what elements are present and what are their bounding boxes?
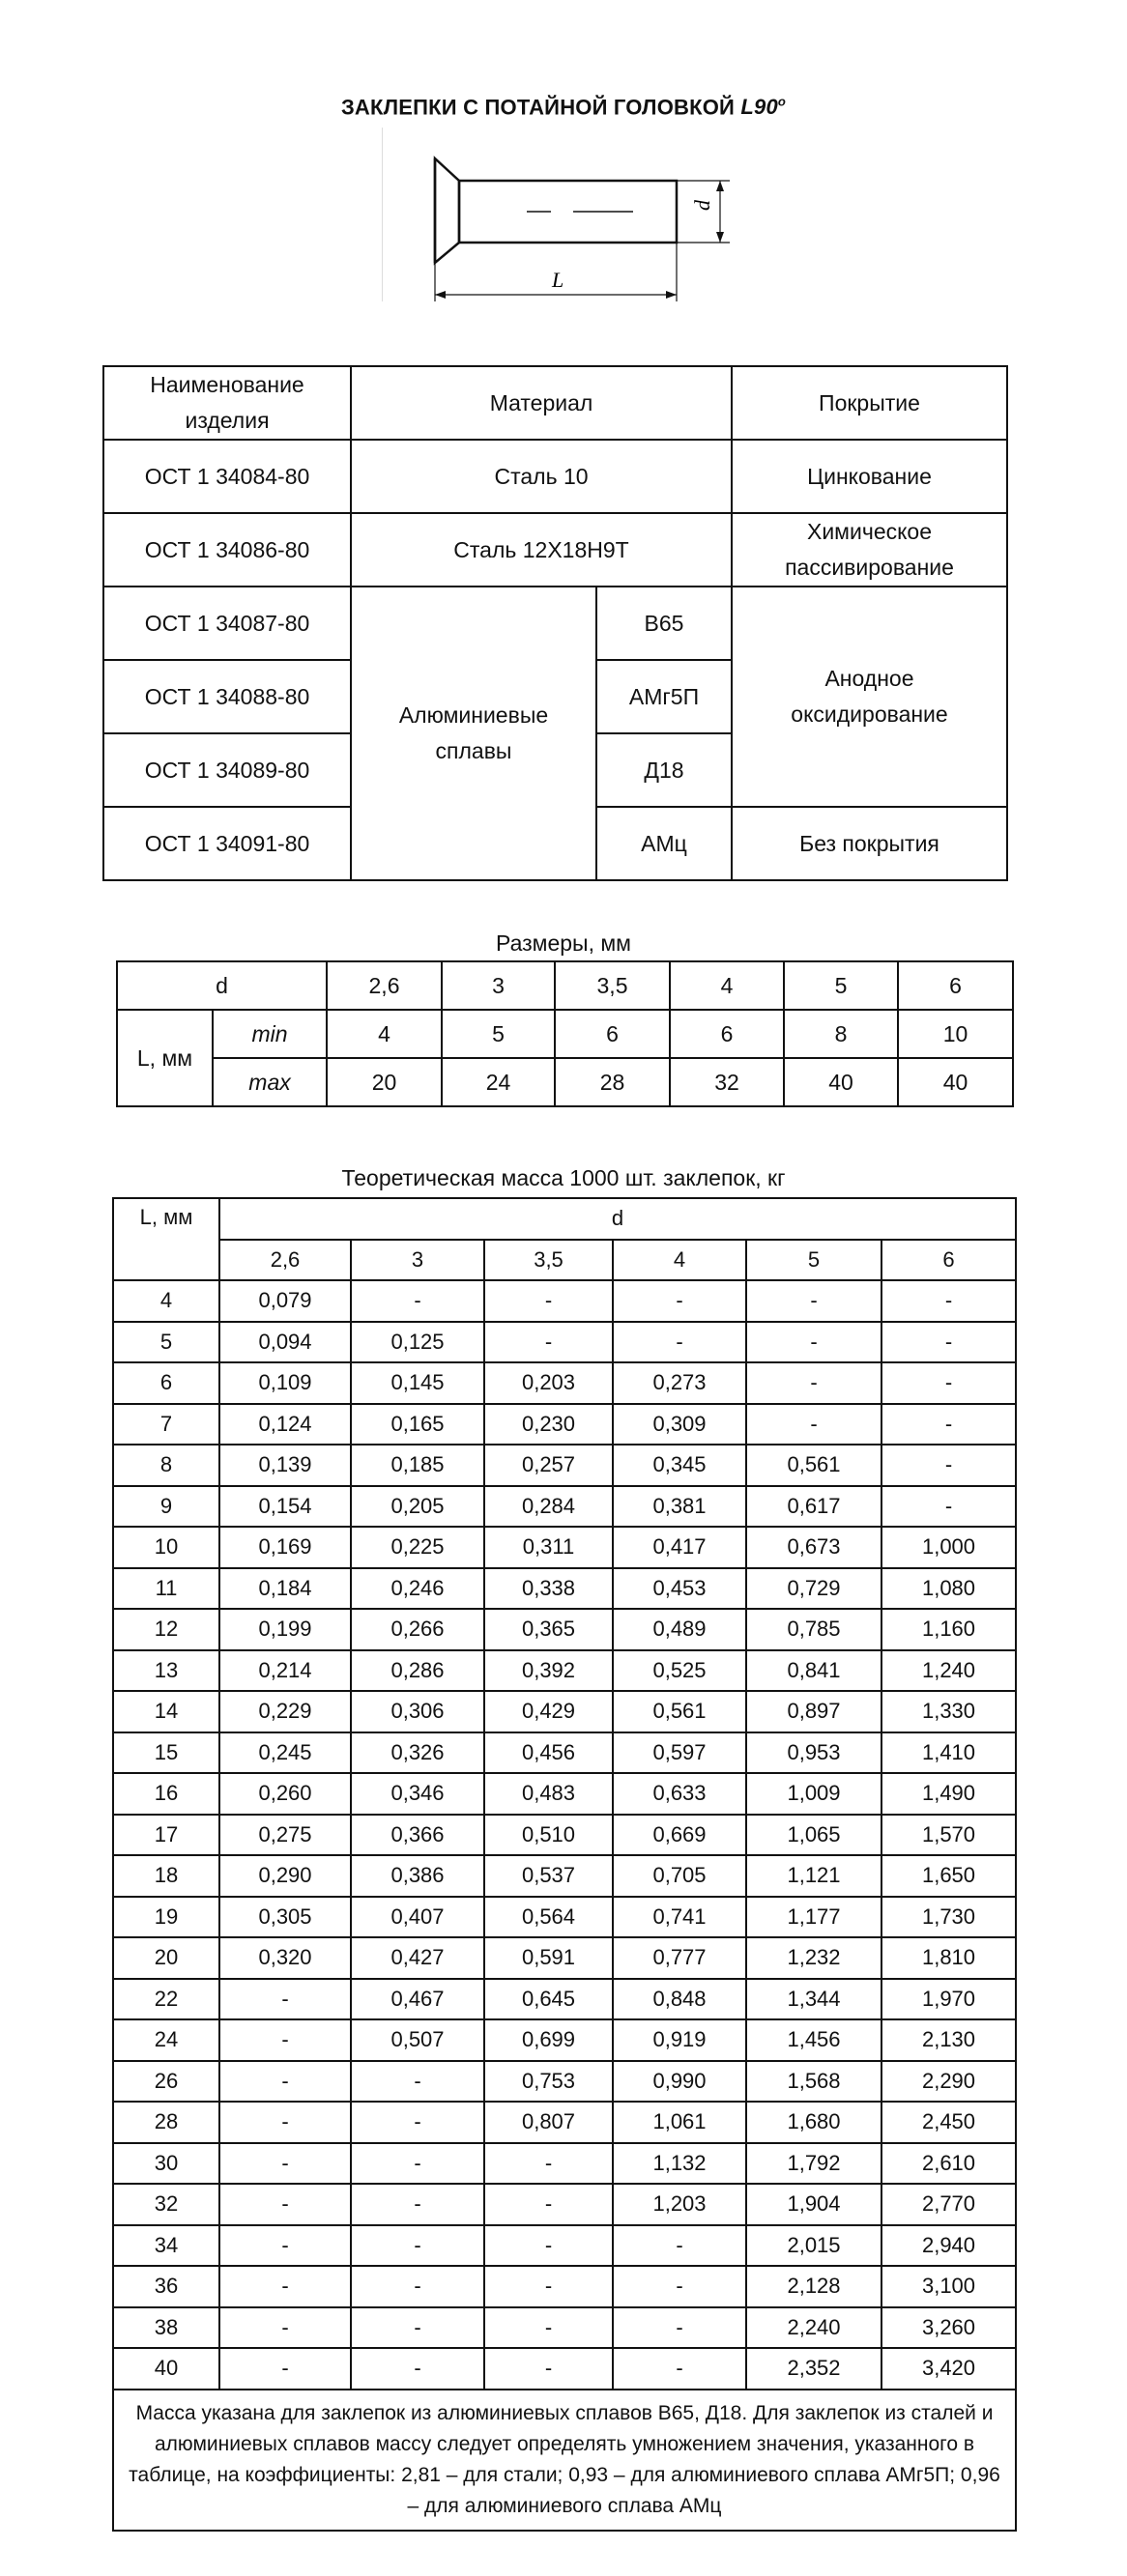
- mass-cell: -: [219, 2348, 351, 2390]
- cell: 4: [327, 1010, 442, 1058]
- cell: 8: [784, 1010, 898, 1058]
- mass-cell: 1,330: [881, 1691, 1016, 1732]
- cell: Сталь 12Х18Н9Т: [351, 513, 732, 587]
- cell: L, мм: [113, 1198, 219, 1280]
- mass-cell: 0,489: [613, 1609, 746, 1650]
- mass-cell: 0,507: [351, 2019, 484, 2061]
- mass-cell: 0,467: [351, 1979, 484, 2020]
- mass-cell: 1,344: [746, 1979, 881, 2020]
- mass-cell: 0,753: [484, 2061, 613, 2103]
- mass-cell: -: [881, 1280, 1016, 1322]
- mass-cell: 0,311: [484, 1527, 613, 1568]
- mass-cell: -: [219, 2184, 351, 2225]
- mass-cell: 0,365: [484, 1609, 613, 1650]
- table-row: [113, 1609, 1016, 1650]
- cell: 10: [898, 1010, 1013, 1058]
- mass-cell: 0,273: [613, 1362, 746, 1404]
- mass-cell: 0,326: [351, 1732, 484, 1774]
- mass-cell: 1,065: [746, 1815, 881, 1856]
- mass-cell: 0,392: [484, 1650, 613, 1692]
- header-coating: Покрытие: [732, 366, 1007, 440]
- header-material: Материал: [351, 366, 732, 440]
- mass-cell: 0,510: [484, 1815, 613, 1856]
- table-row: [113, 1198, 1016, 1240]
- cell: Цинкование: [732, 440, 1007, 513]
- table-row: [113, 1773, 1016, 1815]
- table-row: [103, 513, 1007, 587]
- mass-cell: 0,597: [613, 1732, 746, 1774]
- table-row: [113, 1732, 1016, 1774]
- cell: 3: [351, 1240, 484, 1281]
- mass-cell: 1,160: [881, 1609, 1016, 1650]
- mass-cell: 0,094: [219, 1322, 351, 1363]
- mass-cell: 0,777: [613, 1937, 746, 1979]
- mass-cell: 0,537: [484, 1855, 613, 1897]
- mass-cell: -: [746, 1280, 881, 1322]
- mass-cell: 0,079: [219, 1280, 351, 1322]
- table-row: [113, 2390, 1016, 2531]
- mass-cell: 0,525: [613, 1650, 746, 1692]
- cell: 6: [898, 961, 1013, 1010]
- mass-cell: -: [351, 2102, 484, 2143]
- cell: Без покрытия: [732, 807, 1007, 880]
- length-cell: 8: [113, 1445, 219, 1486]
- cell: 4: [613, 1240, 746, 1281]
- cell: 5: [442, 1010, 555, 1058]
- mass-cell: -: [351, 1280, 484, 1322]
- mass-cell: 0,185: [351, 1445, 484, 1486]
- mass-cell: 0,346: [351, 1773, 484, 1815]
- mass-cell: -: [219, 2019, 351, 2061]
- cell: 3,5: [555, 961, 670, 1010]
- mass-cell: 0,284: [484, 1486, 613, 1528]
- mass-cell: 0,338: [484, 1568, 613, 1610]
- mass-cell: 0,225: [351, 1527, 484, 1568]
- mass-cell: 1,410: [881, 1732, 1016, 1774]
- table-row: [113, 1568, 1016, 1610]
- mass-cell: 0,320: [219, 1937, 351, 1979]
- mass-cell: 0,645: [484, 1979, 613, 2020]
- mass-cell: -: [351, 2061, 484, 2103]
- mass-cell: 2,352: [746, 2348, 881, 2390]
- length-cell: 16: [113, 1773, 219, 1815]
- table-row: [117, 961, 1013, 1010]
- mass-cell: -: [613, 2348, 746, 2390]
- mass-cell: 0,561: [746, 1445, 881, 1486]
- mass-cell: 0,848: [613, 1979, 746, 2020]
- mass-cell: 0,309: [613, 1404, 746, 1445]
- mass-cell: -: [219, 2061, 351, 2103]
- mass-cell: 1,810: [881, 1937, 1016, 1979]
- mass-cell: -: [351, 2184, 484, 2225]
- mass-cell: -: [219, 2307, 351, 2349]
- mass-cell: 0,124: [219, 1404, 351, 1445]
- cell: d: [117, 961, 327, 1010]
- mass-cell: -: [881, 1322, 1016, 1363]
- mass-cell: -: [484, 2266, 613, 2307]
- mass-cell: 0,429: [484, 1691, 613, 1732]
- table-row: [117, 1010, 1013, 1058]
- mass-cell: 2,015: [746, 2225, 881, 2267]
- mass-cell: 0,205: [351, 1486, 484, 1528]
- cell: ОСТ 1 34086-80: [103, 513, 351, 587]
- cell: max: [213, 1058, 327, 1106]
- length-cell: 38: [113, 2307, 219, 2349]
- table-row: [113, 1322, 1016, 1363]
- table-row: [103, 440, 1007, 513]
- length-cell: 13: [113, 1650, 219, 1692]
- length-cell: 32: [113, 2184, 219, 2225]
- length-label: L: [552, 268, 564, 292]
- mass-cell: 2,240: [746, 2307, 881, 2349]
- cell: Алюминиевые сплавы: [351, 587, 596, 880]
- table-row: [103, 366, 1007, 440]
- mass-cell: 0,456: [484, 1732, 613, 1774]
- table-row: [113, 1815, 1016, 1856]
- mass-cell: 1,240: [881, 1650, 1016, 1692]
- mass-cell: 2,130: [881, 2019, 1016, 2061]
- table-row: [113, 1979, 1016, 2020]
- cell: 4: [670, 961, 784, 1010]
- length-cell: 15: [113, 1732, 219, 1774]
- mass-cell: -: [484, 1280, 613, 1322]
- length-cell: 9: [113, 1486, 219, 1528]
- mass-cell: 1,570: [881, 1815, 1016, 1856]
- mass-cell: 0,145: [351, 1362, 484, 1404]
- mass-cell: 0,169: [219, 1527, 351, 1568]
- length-cell: 30: [113, 2143, 219, 2185]
- length-cell: 6: [113, 1362, 219, 1404]
- mass-cell: -: [613, 1322, 746, 1363]
- mass-cell: 2,770: [881, 2184, 1016, 2225]
- mass-cell: 3,420: [881, 2348, 1016, 2390]
- mass-cell: 0,257: [484, 1445, 613, 1486]
- mass-cell: 0,275: [219, 1815, 351, 1856]
- table-row: [113, 2184, 1016, 2225]
- mass-cell: 1,000: [881, 1527, 1016, 1568]
- table-row: [113, 2143, 1016, 2185]
- table-row: [113, 1855, 1016, 1897]
- table-row: [113, 2019, 1016, 2061]
- mass-cell: -: [219, 2102, 351, 2143]
- mass-cell: 0,139: [219, 1445, 351, 1486]
- mass-cell: -: [881, 1362, 1016, 1404]
- mass-cell: 0,729: [746, 1568, 881, 1610]
- length-cell: 17: [113, 1815, 219, 1856]
- mass-cell: 0,897: [746, 1691, 881, 1732]
- mass-cell: 0,673: [746, 1527, 881, 1568]
- mass-cell: 0,184: [219, 1568, 351, 1610]
- mass-cell: 0,386: [351, 1855, 484, 1897]
- mass-cell: 1,680: [746, 2102, 881, 2143]
- cell: 6: [881, 1240, 1016, 1281]
- length-cell: 24: [113, 2019, 219, 2061]
- table-row: [117, 1058, 1013, 1106]
- mass-cell: 0,617: [746, 1486, 881, 1528]
- mass-cell: -: [484, 2225, 613, 2267]
- length-cell: 5: [113, 1322, 219, 1363]
- cell: d: [219, 1198, 1016, 1240]
- mass-cell: 3,100: [881, 2266, 1016, 2307]
- length-cell: 36: [113, 2266, 219, 2307]
- cell: АМц: [596, 807, 732, 880]
- cell: 28: [555, 1058, 670, 1106]
- mass-cell: 0,286: [351, 1650, 484, 1692]
- rivet-drawing: [382, 128, 749, 311]
- mass-cell: 0,154: [219, 1486, 351, 1528]
- table-row: [113, 1937, 1016, 1979]
- mass-cell: -: [351, 2266, 484, 2307]
- length-cell: 10: [113, 1527, 219, 1568]
- cell: ОСТ 1 34084-80: [103, 440, 351, 513]
- mass-cell: 2,290: [881, 2061, 1016, 2103]
- mass-cell: 1,061: [613, 2102, 746, 2143]
- length-cell: 26: [113, 2061, 219, 2103]
- mass-cell: 2,940: [881, 2225, 1016, 2267]
- mass-cell: 0,427: [351, 1937, 484, 1979]
- cell: Химическое пассивирование: [732, 513, 1007, 587]
- table-row: [113, 1362, 1016, 1404]
- length-cell: 28: [113, 2102, 219, 2143]
- mass-cell: 0,741: [613, 1897, 746, 1938]
- mass-cell: 0,417: [613, 1527, 746, 1568]
- length-cell: 11: [113, 1568, 219, 1610]
- table-row: [113, 2266, 1016, 2307]
- mass-cell: 0,125: [351, 1322, 484, 1363]
- table-row: [113, 2102, 1016, 2143]
- mass-cell: 1,650: [881, 1855, 1016, 1897]
- cell: 2,6: [219, 1240, 351, 1281]
- mass-cell: 1,490: [881, 1773, 1016, 1815]
- cell: 6: [670, 1010, 784, 1058]
- cell: 40: [898, 1058, 1013, 1106]
- diameter-label: d: [690, 200, 714, 211]
- sizes-caption: Размеры, мм: [496, 930, 631, 956]
- mass-cell: 0,203: [484, 1362, 613, 1404]
- cell: 5: [746, 1240, 881, 1281]
- mass-cell: 0,919: [613, 2019, 746, 2061]
- mass-cell: -: [219, 2266, 351, 2307]
- mass-cell: -: [484, 2307, 613, 2349]
- length-cell: 18: [113, 1855, 219, 1897]
- cell: 5: [784, 961, 898, 1010]
- mass-cell: 0,785: [746, 1609, 881, 1650]
- table-row: [113, 1486, 1016, 1528]
- mass-cell: 0,407: [351, 1897, 484, 1938]
- mass-cell: 0,260: [219, 1773, 351, 1815]
- cell: Анодное оксидирование: [732, 587, 1007, 807]
- mass-cell: 0,807: [484, 2102, 613, 2143]
- mass-cell: 1,177: [746, 1897, 881, 1938]
- mass-cell: 0,591: [484, 1937, 613, 1979]
- materials-table: [102, 365, 1008, 881]
- mass-cell: 0,483: [484, 1773, 613, 1815]
- mass-cell: -: [746, 1322, 881, 1363]
- mass-cell: -: [484, 1322, 613, 1363]
- mass-cell: 1,121: [746, 1855, 881, 1897]
- mass-cell: 1,456: [746, 2019, 881, 2061]
- mass-cell: 1,730: [881, 1897, 1016, 1938]
- length-cell: 20: [113, 1937, 219, 1979]
- mass-cell: -: [351, 2348, 484, 2390]
- header-product: Наименование изделия: [103, 366, 351, 440]
- mass-cell: 0,953: [746, 1732, 881, 1774]
- mass-cell: 0,109: [219, 1362, 351, 1404]
- mass-cell: -: [746, 1362, 881, 1404]
- mass-cell: -: [219, 2143, 351, 2185]
- mass-cell: 0,306: [351, 1691, 484, 1732]
- page-title: ЗАКЛЕПКИ С ПОТАЙНОЙ ГОЛОВКОЙ $L90^о$: [340, 95, 787, 120]
- cell: Д18: [596, 733, 732, 807]
- length-cell: 22: [113, 1979, 219, 2020]
- mass-cell: 0,214: [219, 1650, 351, 1692]
- mass-cell: 0,290: [219, 1855, 351, 1897]
- cell: 6: [555, 1010, 670, 1058]
- mass-cell: 0,381: [613, 1486, 746, 1528]
- cell: ОСТ 1 34087-80: [103, 587, 351, 660]
- table-row: [113, 1240, 1016, 1281]
- mass-table: [112, 1197, 1017, 2532]
- cell: L, мм: [117, 1010, 213, 1106]
- table-row: [113, 2348, 1016, 2390]
- mass-cell: 0,165: [351, 1404, 484, 1445]
- mass-cell: 2,128: [746, 2266, 881, 2307]
- mass-cell: 0,564: [484, 1897, 613, 1938]
- mass-cell: 0,669: [613, 1815, 746, 1856]
- mass-cell: 0,305: [219, 1897, 351, 1938]
- mass-cell: -: [351, 2143, 484, 2185]
- length-cell: 19: [113, 1897, 219, 1938]
- cell: 2,6: [327, 961, 442, 1010]
- mass-cell: 0,245: [219, 1732, 351, 1774]
- mass-cell: -: [746, 1404, 881, 1445]
- length-cell: 12: [113, 1609, 219, 1650]
- mass-cell: 0,246: [351, 1568, 484, 1610]
- cell: 3,5: [484, 1240, 613, 1281]
- table-row: [113, 2061, 1016, 2103]
- mass-cell: -: [219, 1979, 351, 2020]
- mass-cell: 2,610: [881, 2143, 1016, 2185]
- mass-cell: -: [351, 2225, 484, 2267]
- mass-cell: -: [613, 2266, 746, 2307]
- table-row: [113, 1897, 1016, 1938]
- table-row: [113, 2225, 1016, 2267]
- mass-cell: 0,366: [351, 1815, 484, 1856]
- table-row: [113, 1691, 1016, 1732]
- cell: 3: [442, 961, 555, 1010]
- cell: 20: [327, 1058, 442, 1106]
- mass-cell: 0,266: [351, 1609, 484, 1650]
- mass-cell: 0,230: [484, 1404, 613, 1445]
- length-cell: 7: [113, 1404, 219, 1445]
- mass-cell: 0,699: [484, 2019, 613, 2061]
- cell: Сталь 10: [351, 440, 732, 513]
- mass-cell: -: [613, 2307, 746, 2349]
- mass-cell: 2,450: [881, 2102, 1016, 2143]
- mass-cell: 1,970: [881, 1979, 1016, 2020]
- mass-cell: 0,199: [219, 1609, 351, 1650]
- mass-cell: 1,132: [613, 2143, 746, 2185]
- cell: ОСТ 1 34091-80: [103, 807, 351, 880]
- mass-cell: -: [484, 2143, 613, 2185]
- length-cell: 14: [113, 1691, 219, 1732]
- mass-cell: -: [881, 1445, 1016, 1486]
- table-row: [113, 1280, 1016, 1322]
- table-row: [113, 1445, 1016, 1486]
- mass-cell: -: [881, 1486, 1016, 1528]
- mass-cell: 0,345: [613, 1445, 746, 1486]
- mass-cell: 0,229: [219, 1691, 351, 1732]
- mass-cell: 1,792: [746, 2143, 881, 2185]
- table-row: [113, 1527, 1016, 1568]
- mass-cell: -: [484, 2184, 613, 2225]
- mass-cell: 1,009: [746, 1773, 881, 1815]
- cell: В65: [596, 587, 732, 660]
- table-row: [113, 1404, 1016, 1445]
- mass-cell: 1,232: [746, 1937, 881, 1979]
- mass-cell: -: [484, 2348, 613, 2390]
- mass-caption: Теоретическая масса 1000 шт. заклепок, кг: [341, 1165, 786, 1190]
- mass-cell: -: [613, 1280, 746, 1322]
- mass-cell: -: [351, 2307, 484, 2349]
- cell: 40: [784, 1058, 898, 1106]
- mass-cell: -: [613, 2225, 746, 2267]
- cell: 32: [670, 1058, 784, 1106]
- table-row: [113, 2307, 1016, 2349]
- mass-cell: 1,904: [746, 2184, 881, 2225]
- length-cell: 34: [113, 2225, 219, 2267]
- length-cell: 4: [113, 1280, 219, 1322]
- mass-cell: 0,705: [613, 1855, 746, 1897]
- sizes-table: [116, 960, 1014, 1107]
- mass-cell: 3,260: [881, 2307, 1016, 2349]
- mass-cell: 0,561: [613, 1691, 746, 1732]
- cell: min: [213, 1010, 327, 1058]
- mass-note: Масса указана для заклепок из алюминиевых сплавов В65, Д18. Для заклепок из сталей и алюминиевых сплавов массу следует определять умножением значения, указанного в таблице, на коэффициенты: 2,81 – для стали; 0,93 – для алюминиевого сплава АМг5П; 0,96 – для алюминиевого сплава АМц: [113, 2390, 1016, 2531]
- mass-cell: -: [219, 2225, 351, 2267]
- cell: АМг5П: [596, 660, 732, 733]
- mass-cell: 1,203: [613, 2184, 746, 2225]
- mass-cell: 0,841: [746, 1650, 881, 1692]
- cell: ОСТ 1 34089-80: [103, 733, 351, 807]
- mass-cell: -: [881, 1404, 1016, 1445]
- table-row: [113, 1650, 1016, 1692]
- length-cell: 40: [113, 2348, 219, 2390]
- cell: ОСТ 1 34088-80: [103, 660, 351, 733]
- table-row: [103, 587, 1007, 660]
- mass-cell: 1,080: [881, 1568, 1016, 1610]
- mass-cell: 0,453: [613, 1568, 746, 1610]
- cell: 24: [442, 1058, 555, 1106]
- mass-cell: 0,990: [613, 2061, 746, 2103]
- mass-cell: 1,568: [746, 2061, 881, 2103]
- mass-cell: 0,633: [613, 1773, 746, 1815]
